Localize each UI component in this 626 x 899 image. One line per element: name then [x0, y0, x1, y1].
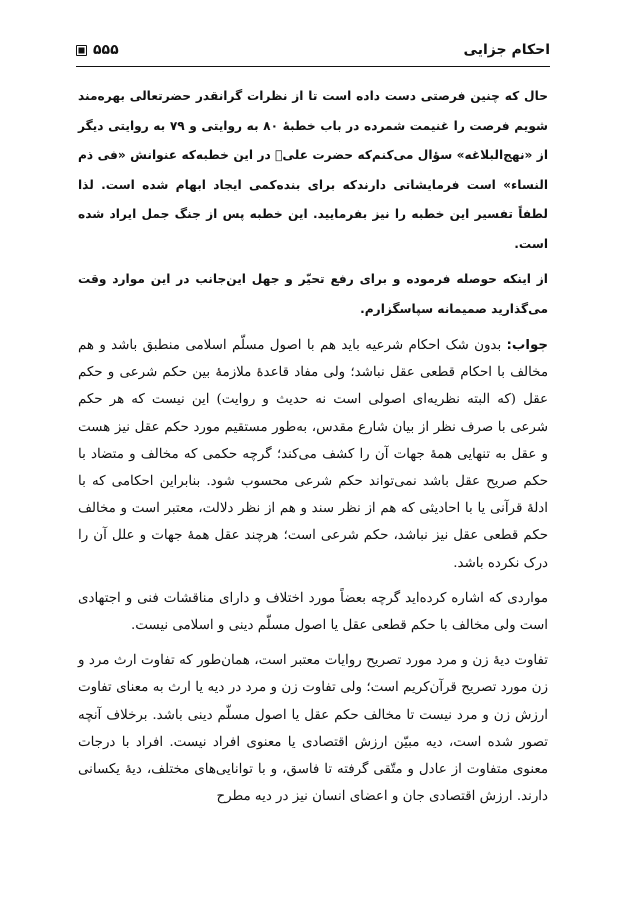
page-header [76, 38, 550, 62]
answer-paragraph: مواردی که اشاره کرده‌اید گرچه بعضاً مورد اختلاف و دارای مناقشات فنی و اجتهادی است ولی مخالف با حکم قطعی عقل یا اصول مسلّم دینی و اسلامی نیست. [78, 590, 548, 634]
page-number: ۵۵۵ [93, 42, 119, 58]
question-paragraph: از اینکه حوصله فرموده و برای رفع تحیّر و جهل این‌جانب در این موارد وقت می‌گذارید صمیمانه سپاسگزارم. [78, 272, 548, 316]
header-rule [76, 66, 550, 67]
answer-text: بدون شک احکام شرعیه باید هم با اصول مسلّم اسلامی منطبق باشد و هم مخالف با احکام قطعی عقل نباشد؛ ولی مفاد قاعدهٔ ملازمهٔ بین حکم شرعی و حکم عقل (که البته نظریه‌ای اصولی است نه حدیث و روایت) این نیست که هر حکم شرعی با صرف نظر از بیان شارع مقدس، به‌طور مستقیم مورد حکم عقل نیز هست و عقل به تنهایی همهٔ جهات آن را کشف می‌کند؛ گرچه حکمی که مخالف و متضاد با حکم صریح عقل باشد نمی‌تواند حکم شرعی محسوب شود. بنابراین احکامی که با ادلهٔ قرآنی یا با احادیثی که هم از نظر سند و هم از نظر دلالت، معتبر است و مخالف حکم قطعی عقل نیز نباشد، حکم شرعی است؛ هرچند عقل همهٔ جهات و علل آن را درک نکرده باشد. [78, 338, 548, 571]
running-title: احکام جزایی [463, 42, 550, 58]
answer-paragraph [78, 332, 548, 577]
question-paragraph: حال که چنین فرصتی دست داده است تا از نظرات گرانقدر حضرتعالی بهره‌مند شویم فرصت را غنیمت شمرده در باب خطبهٔ ۸۰ به روایتی و ۷۹ به روایتی دیگر از «نهج‌البلاغه» سؤال می‌کنم‌که حضرت علیؑ در این خطبه‌که عنوانش «فی ذم النساء» است فرمایشاتی دارند‌که برای بنده‌کمی ایجاد ابهام شده است. لذا لطفاً تفسیر این خطبه را نیز بفرمایید. این خطبه پس از جنگ جمل ایراد شده است. [78, 89, 548, 251]
answer-label: جواب: [506, 338, 548, 353]
answer-paragraph: تفاوت دیهٔ زن و مرد مورد تصریح روایات معتبر است، همان‌طور که تفاوت ارث مرد و زن مورد تصریح قرآن‌کریم است؛ ولی تفاوت زن و مرد در دیه یا ارث به معنای تفاوت ارزش زن و مرد نیست تا مخالف حکم عقل یا اصول مسلّم دینی باشد. برخلاف آنچه تصور شده است، دیه مبیّن ارزش اقتصادی یا معنوی افراد نیست. افراد با درجات معنوی متفاوت از عادل و متّقی گرفته تا فاسق، و با توانایی‌های مختلف، دیهٔ یکسانی دارند. ارزش اقتصادی جان و اعضای انسان نیز در دیه مطرح [78, 653, 548, 805]
page-body [78, 82, 548, 810]
page-number-group [76, 42, 119, 58]
square-bullet-icon [76, 45, 87, 56]
